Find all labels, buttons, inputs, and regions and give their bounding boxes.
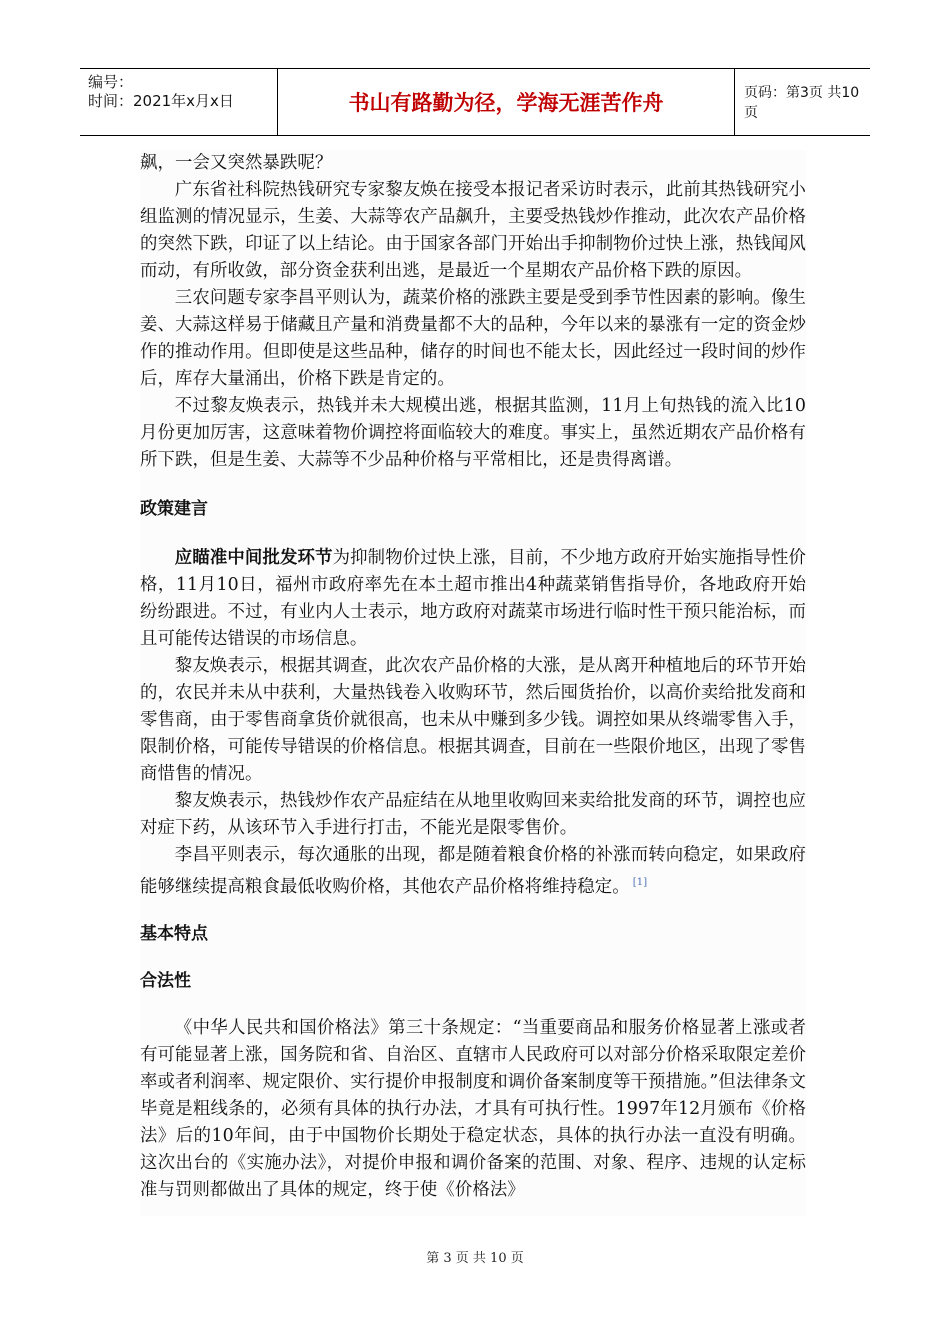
paragraph: 广东省社科院热钱研究专家黎友焕在接受本报记者采访时表示，此前其热钱研究小组监测的情况显示，生姜、大蒜等农产品飙升，主要受热钱炒作推动，此次农产品价格的突然下跌，印证了以上结论。由于国家各部门开始出手抑制物价过快上涨，热钱闻风而动，有所收敛，部分资金获利出逃，是最近一个星期农产品价格下跌的原因。	[140, 180, 806, 281]
section-heading-features: 基本特点	[140, 923, 208, 944]
paragraph-text: 为抑制物价过快上涨，目前，不少地方政府开始实施指导性价格，11月10日，福州市政府率先在本土超市推出4种蔬菜销售指导价，各地政府开始纷纷跟进。不过，有业内人士表示，地方政府对蔬菜市场进行临时性干预只能治标，而且可能传达错误的市场信息。	[140, 548, 806, 649]
paragraph-text: 李昌平则表示，每次通胀的出现，都是随着粮食价格的补涨而转向稳定，如果政府能够继续提高粮食最低收购价格，其他农产品价格将维持稳定。	[140, 845, 806, 897]
header-meta	[80, 69, 278, 135]
paragraph: 黎友焕表示，根据其调查，此次农产品价格的大涨，是从离开种植地后的环节开始的，农民并未从中获利，大量热钱卷入收购环节，然后囤货抬价，以高价卖给批发商和零售商，由于零售商拿货价就很高，也未从中赚到多少钱。调控如果从终端零售入手，限制价格，可能传导错误的价格信息。根据其调查，目前在一些限价地区，出现了零售商惜售的情况。	[140, 656, 806, 784]
header-page-info: 页码：第3页 共10页	[744, 85, 860, 121]
page-header	[80, 68, 870, 136]
page-footer: 第 3 页 共 10 页	[426, 1251, 524, 1266]
section-heading-legality: 合法性	[140, 970, 191, 991]
paragraph: 黎友焕表示，热钱炒作农产品症结在从地里收购回来卖给批发商的环节，调控也应对症下药，从该环节入手进行打击，不能光是限零售价。	[140, 791, 806, 838]
paragraph	[140, 545, 806, 653]
header-motto: 书山有路勤为径，学海无涯苦作舟	[278, 69, 735, 135]
paragraph: 不过黎友焕表示，热钱并未大规模出逃，根据其监测，11月上旬热钱的流入比10月份更加厉害，这意味着物价调控将面临较大的难度。事实上，虽然近期农产品价格有所下跌，但是生姜、大蒜等不少品种价格与平常相比，还是贵得离谱。	[140, 396, 806, 470]
reference-link[interactable]: [1]	[632, 877, 648, 888]
paragraph	[140, 842, 806, 901]
header-time-label: 时间：2021年x月x日	[88, 92, 234, 110]
header-number-label: 编号：	[88, 73, 134, 91]
paragraph-continuation: 飙，一会又突然暴跌呢？	[140, 153, 333, 173]
paragraph: 三农问题专家李昌平则认为，蔬菜价格的涨跌主要是受到季节性因素的影响。像生姜、大蒜这样易于储藏且产量和消费量都不大的品种，今年以来的暴涨有一定的资金炒作的推动作用。但即使是这些品种，储存的时间也不能太长，因此经过一段时间的炒作后，库存大量涌出，价格下跌是肯定的。	[140, 288, 806, 389]
paragraph-lead: 应瞄准中间批发环节	[174, 548, 333, 568]
paragraph: 《中华人民共和国价格法》第三十条规定：“当重要商品和服务价格显著上涨或者有可能显著上涨，国务院和省、自治区、直辖市人民政府可以对部分价格采取限定差价率或者利润率、规定限价、实行提价申报制度和调价备案制度等干预措施。”但法律条文毕竟是粗线条的，必须有具体的执行办法，才具有可执行性。1997年12月颁布《价格法》后的10年间，由于中国物价长期处于稳定状态，具体的执行办法一直没有明确。这次出台的《实施办法》，对提价申报和调价备案的范围、对象、程序、违规的认定标准与罚则都做出了具体的规定，终于使《价格法》	[140, 1017, 806, 1200]
section-heading-policy: 政策建言	[140, 499, 208, 519]
document-body	[140, 150, 806, 1216]
